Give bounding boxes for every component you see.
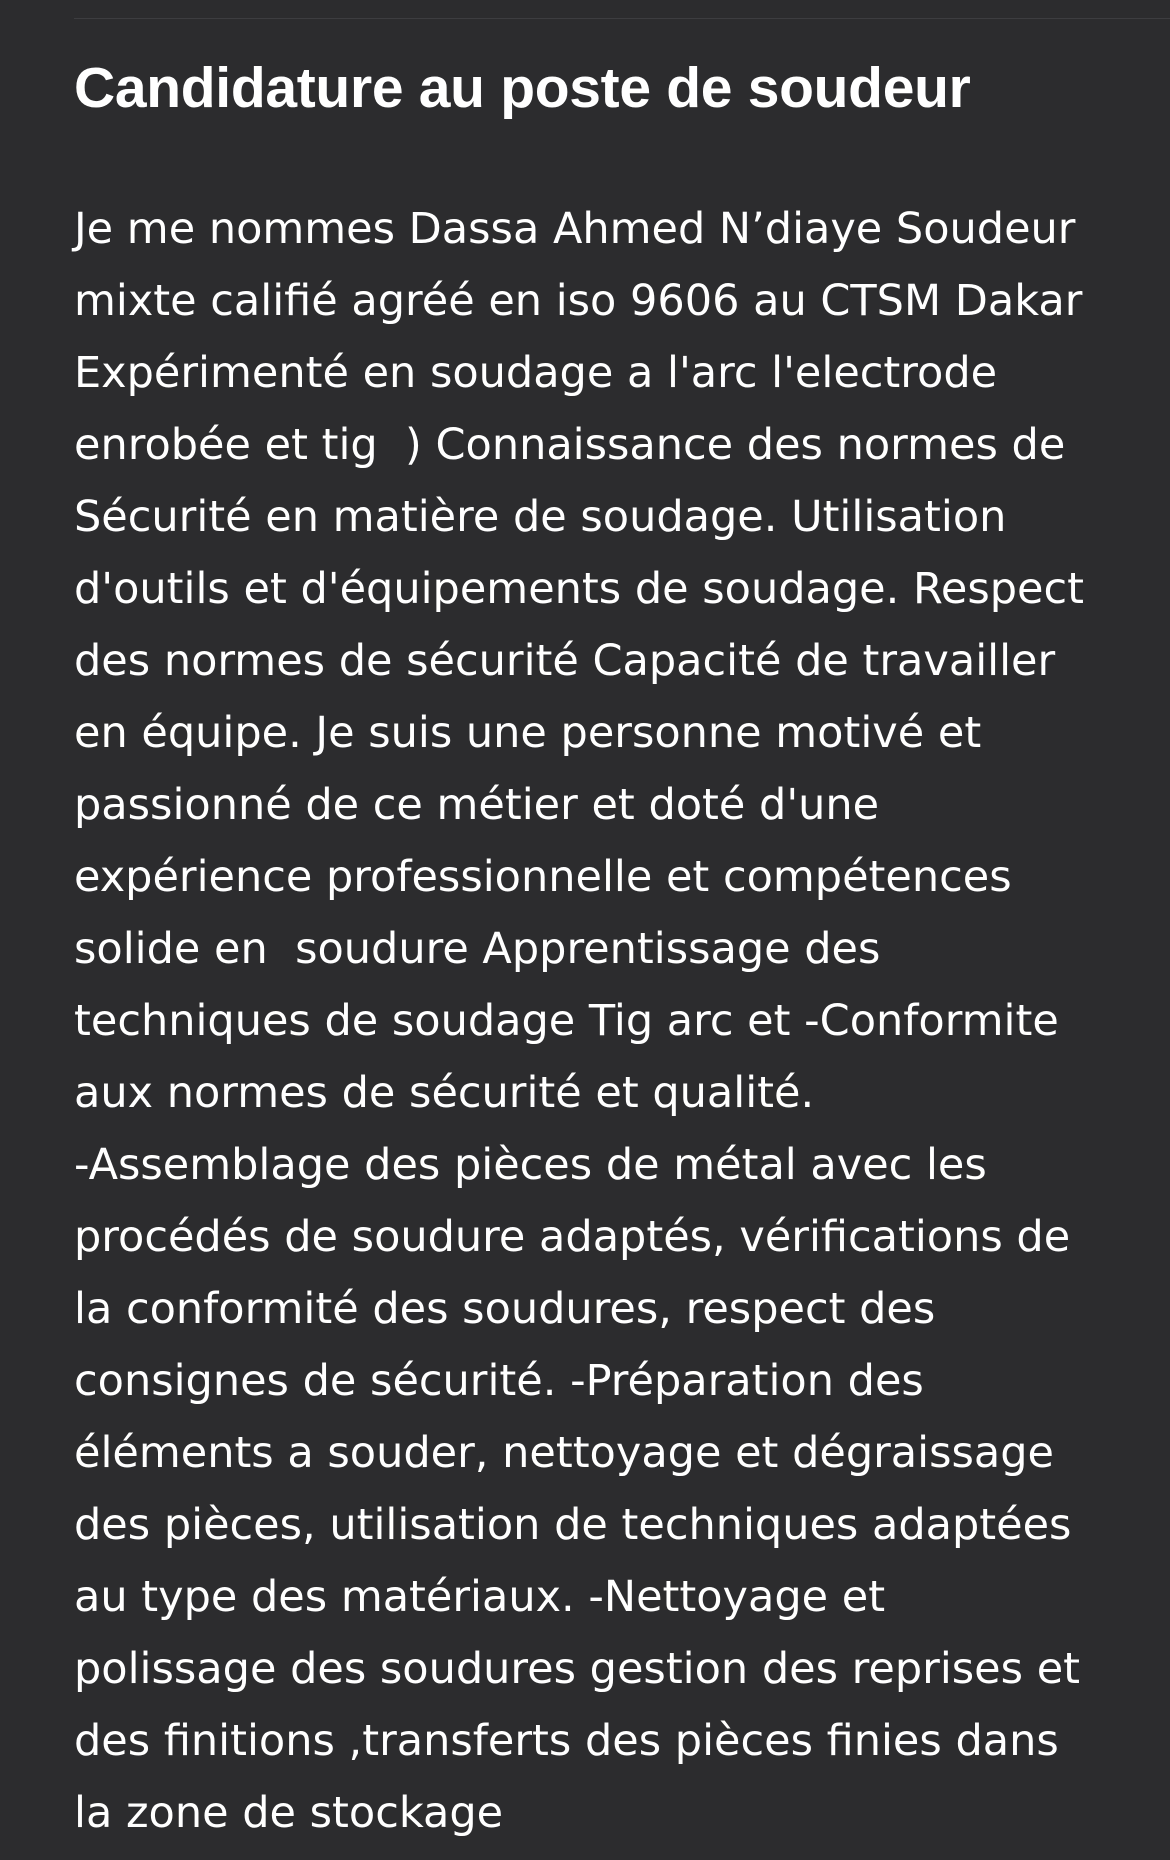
body-line: Expérimenté en soudage a l'arc l'electrode (74, 348, 998, 398)
body-line: en équipe. Je suis une personne motivé et (74, 708, 982, 758)
body-line: polissage des soudures gestion des reprises et (74, 1644, 1081, 1694)
body-line: d'outils et d'équipements de soudage. Respect (74, 564, 1084, 614)
body-line: passionné de ce métier et doté d'une (74, 780, 880, 830)
body-line: des finitions ,transferts des pièces finies dans (74, 1716, 1059, 1766)
body-line: éléments a souder, nettoyage et dégraissage (74, 1428, 1054, 1478)
body-line: procédés de soudure adaptés, vérifications de (74, 1212, 1071, 1262)
body-line: mixte califié agréé en iso 9606 au CTSM Dakar (74, 276, 1083, 326)
body-line: Sécurité en matière de soudage. Utilisation (74, 492, 1007, 542)
body-line: aux normes de sécurité et qualité. (74, 1068, 815, 1118)
body-line: solide en soudure Apprentissage des (74, 924, 881, 974)
body-line: enrobée et tig ) Connaissance des normes de (74, 420, 1066, 470)
body-line: techniques de soudage Tig arc et -Conformite (74, 996, 1059, 1046)
body-line: consignes de sécurité. -Préparation des (74, 1356, 924, 1406)
body-line: des normes de sécurité Capacité de travailler (74, 636, 1056, 686)
body-line: Je me nommes Dassa Ahmed N’diaye Soudeur (74, 204, 1076, 254)
top-divider (74, 18, 1170, 19)
body-line: expérience professionnelle et compétences (74, 852, 1012, 902)
message-title: Candidature au poste de soudeur (74, 56, 971, 120)
body-line: au type des matériaux. -Nettoyage et (74, 1572, 886, 1622)
body-line: la conformité des soudures, respect des (74, 1284, 936, 1334)
body-line: des pièces, utilisation de techniques adaptées (74, 1500, 1072, 1550)
body-line: -Assemblage des pièces de métal avec les (74, 1140, 987, 1190)
message-body[interactable] (74, 193, 1114, 1849)
body-line: la zone de stockage (74, 1788, 504, 1838)
